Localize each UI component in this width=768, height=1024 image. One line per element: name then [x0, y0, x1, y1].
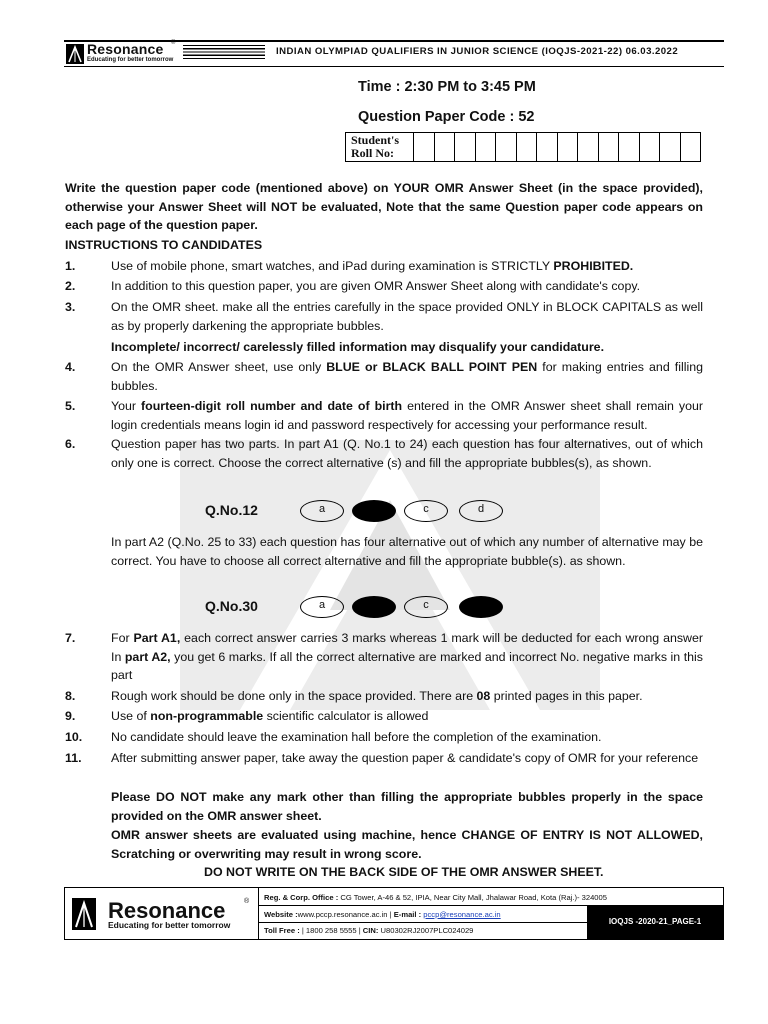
roll-digit-box[interactable] — [578, 133, 599, 162]
website-link[interactable]: www.pccp.resonance.ac.in | — [297, 910, 394, 919]
item-number: 2. — [65, 279, 76, 293]
item-number: 5. — [65, 399, 76, 413]
footer-registered-mark: ® — [244, 898, 250, 905]
roll-digit-box[interactable] — [598, 133, 619, 162]
answer-bubble: c — [404, 500, 448, 522]
item-number: 11. — [65, 751, 82, 765]
roll-digit-box[interactable] — [434, 133, 455, 162]
roll-digit-box[interactable] — [496, 133, 517, 162]
footer-brand: Resonance — [108, 898, 226, 923]
instruction-11-note-2: OMR answer sheets are evaluated using machine, hence CHANGE OF ENTRY IS NOT ALLOWED, Scratching or overwriting may result in wrong score. — [111, 828, 703, 861]
instruction-3-note: Incomplete/ incorrect/ carelessly filled information may disqualify your candidature. — [111, 340, 605, 354]
item-number: 7. — [65, 631, 76, 645]
instruction-1: Use of mobile phone, smart watches, and iPad during examination is STRICTLY PROHIBITED. — [111, 259, 634, 273]
answer-bubble-filled — [352, 500, 396, 522]
item-number: 6. — [65, 437, 76, 451]
email-link[interactable]: pccp@resonance.ac.in — [423, 910, 501, 919]
roll-number-table — [345, 132, 701, 162]
header-registered-mark: ® — [171, 40, 176, 46]
answer-bubble-filled — [352, 596, 396, 618]
roll-digit-box[interactable] — [455, 133, 476, 162]
header-brand: Resonance — [87, 41, 164, 57]
item-number: 8. — [65, 689, 76, 703]
resonance-logo-icon — [72, 898, 96, 930]
roll-number-label: Student's Roll No: — [346, 133, 414, 162]
instruction-8: Rough work should be done only in the space provided. There are 08 printed pages in this paper. — [111, 689, 643, 703]
roll-digit-box[interactable] — [557, 133, 578, 162]
item-number: 9. — [65, 709, 76, 723]
answer-bubble: c — [404, 596, 448, 618]
example-question-label: Q.No.30 — [205, 598, 258, 614]
instruction-11: After submitting answer paper, take away the question paper & candidate's copy of OMR for your reference — [111, 751, 699, 765]
roll-digit-box[interactable] — [475, 133, 496, 162]
roll-digit-box[interactable] — [537, 133, 558, 162]
item-number: 10. — [65, 730, 83, 744]
page-code-badge: IOQJS -2020-21_PAGE-1 — [587, 905, 723, 939]
instruction-7: For Part A1, each correct answer carries 3 marks whereas 1 mark will be deducted for each wrong answer In part A2, you get 6 marks. If all the correct alternative are marked and incorrect No. negative marks in this part — [111, 631, 704, 683]
exam-time: Time : 2:30 PM to 3:45 PM — [358, 79, 536, 95]
item-number: 3. — [65, 300, 76, 314]
item-number: 4. — [65, 360, 76, 374]
footer-rule — [259, 922, 587, 923]
header-tagline: Educating for better tomorrow — [87, 57, 174, 63]
instruction-6: Question paper has two parts. In part A1 (Q. No.1 to 24) each question has four alternatives, out of which only one is correct. Choose the correct alternative (s) and fill the appropriate bubbles(s), as shown. — [111, 437, 703, 470]
answer-bubble: d — [459, 500, 503, 522]
instruction-4: On the OMR Answer sheet, use only BLUE or BLACK BALL POINT PEN for making entries and filling bubbles. — [111, 360, 704, 393]
closing-warning: DO NOT WRITE ON THE BACK SIDE OF THE OMR ANSWER SHEET. — [204, 865, 604, 879]
roll-digit-box[interactable] — [516, 133, 537, 162]
instruction-5: Your fourteen-digit roll number and date of birth entered in the OMR Answer sheet shall remain your login credentials means login id and password respectively for accessing your performance result. — [111, 399, 704, 432]
instruction-3: On the OMR sheet. make all the entries carefully in the space provided ONLY in BLOCK CAPITALS as well as by properly darkening the appropriate bubbles. — [111, 300, 703, 333]
footer-toll-free: Toll Free : | 1800 258 5555 | CIN: U80302RJ2007PLC024029 — [264, 926, 474, 935]
header-title: INDIAN OLYMPIAD QUALIFIERS IN JUNIOR SCIENCE (IOQJS-2021-22) 06.03.2022 — [276, 46, 679, 57]
roll-digit-box[interactable] — [619, 133, 640, 162]
example-question-label: Q.No.12 — [205, 502, 258, 518]
resonance-logo-icon — [66, 44, 84, 64]
answer-bubble: a — [300, 596, 344, 618]
item-number: 1. — [65, 259, 76, 273]
instruction-11-note-1: Please DO NOT make any mark other than filling the appropriate bubbles properly in the space provided on the OMR answer sheet. — [111, 790, 703, 823]
instruction-9: Use of non-programmable scientific calculator is allowed — [111, 709, 429, 723]
roll-digit-box[interactable] — [660, 133, 681, 162]
instructions-heading: INSTRUCTIONS TO CANDIDATES — [65, 238, 263, 252]
instruction-10: No candidate should leave the examination hall before the completion of the examination. — [111, 730, 602, 744]
roll-digit-box[interactable] — [414, 133, 435, 162]
footer-contact: Website :www.pccp.resonance.ac.in | E-mail : pccp@resonance.ac.in — [264, 910, 501, 919]
question-paper-code: Question Paper Code : 52 — [358, 109, 535, 125]
roll-digit-box[interactable] — [680, 133, 701, 162]
answer-bubble-filled — [459, 596, 503, 618]
header-decorative-lines — [183, 45, 265, 61]
answer-bubble: a — [300, 500, 344, 522]
intro-paragraph: Write the question paper code (mentioned above) on YOUR OMR Answer Sheet (in the space provided), otherwise your Answer Sheet will NOT be evaluated, Note that the same Question paper code appears on each page of the question paper. — [65, 181, 703, 233]
roll-digit-box[interactable] — [639, 133, 660, 162]
header-bottom-rule — [64, 66, 724, 67]
instruction-6-part-a2: In part A2 (Q.No. 25 to 33) each question has four alternative out of which any number of alternative may be correct. You have to choose all correct alternative and fill the appropriate bubble(s). as shown. — [111, 535, 703, 568]
footer-tagline: Educating for better tomorrow — [108, 920, 231, 930]
instruction-2: In addition to this question paper, you are given OMR Answer Sheet along with candidate's copy. — [111, 279, 641, 293]
footer-office-address: Reg. & Corp. Office : CG Tower, A-46 & 52, IPIA, Near City Mall, Jhalawar Road, Kota (Raj.)- 324005 — [264, 893, 607, 902]
footer-divider — [258, 888, 259, 939]
